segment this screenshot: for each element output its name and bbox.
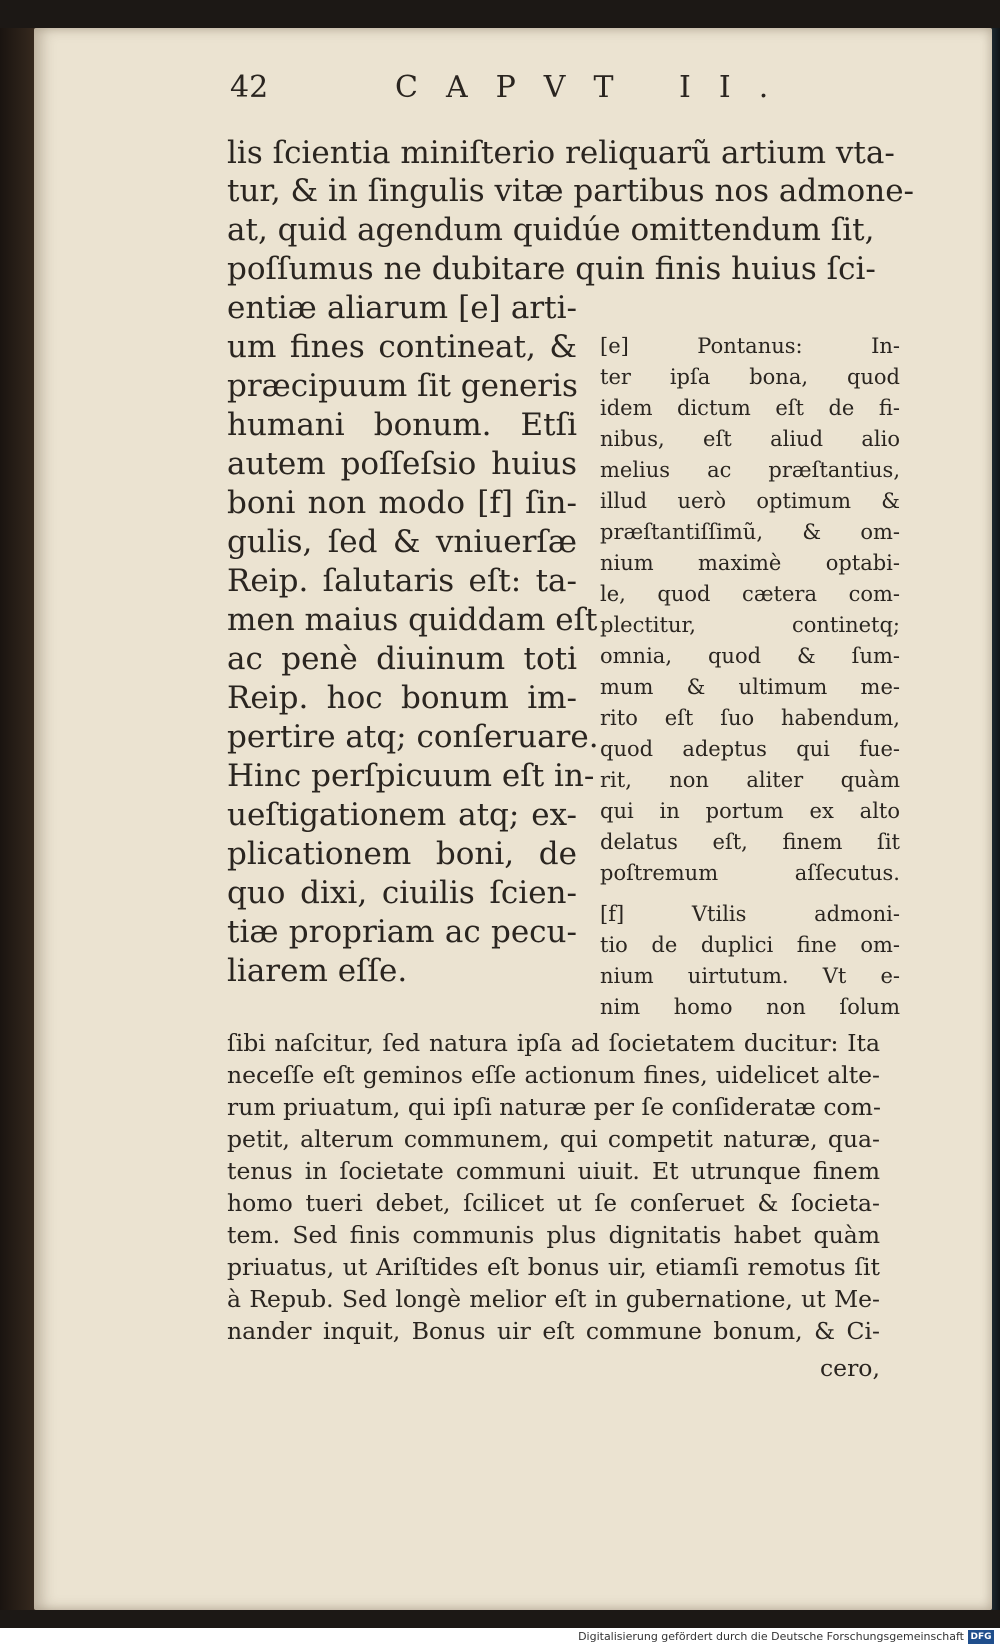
note-line: rito eſt ſuo habendum, [600, 706, 900, 730]
text-line: at, quid agendum quidúe omittendum ſit, [227, 212, 875, 248]
page-header [230, 70, 850, 110]
text-line: tem. Sed finis communis plus dignitatis habet quàm [227, 1221, 880, 1249]
text-line: præcipuum ſit generis [227, 368, 578, 404]
text-line: rum priuatum, qui ipſi naturæ per ſe conſideratæ com- [227, 1093, 881, 1121]
text-line: quo dixi, ciuilis ſcien- [227, 875, 577, 911]
funding-credit: Digitalisierung gefördert durch die Deutsche Forschungsgemeinschaft [578, 1630, 964, 1643]
note-line: nium uirtutum. Vt e- [600, 964, 900, 988]
text-line: tur, & in ſingulis vitæ partibus nos admone- [227, 173, 915, 209]
text-line: ueſtigationem atq; ex- [227, 797, 577, 833]
note-line: poſtremum aſſecutus. [600, 861, 900, 885]
catchword: cero, [820, 1354, 880, 1382]
text-line: à Repub. Sed longè melior eſt in gubernatione, ut Me- [227, 1285, 880, 1313]
note-line: idem dictum eſt de fi- [600, 396, 900, 420]
note-line: delatus eſt, finem ſit [600, 830, 900, 854]
text-line: men maius quiddam eſt [227, 602, 598, 638]
note-line: [f] Vtilis admoni- [600, 902, 900, 926]
note-line: nim homo non ſolum [600, 995, 900, 1019]
text-line: autem poſſeſsio huius [227, 446, 577, 482]
note-line: quod adeptus qui fue- [600, 737, 900, 761]
note-line: [e] Pontanus: In- [600, 334, 900, 358]
text-line: lis ſcientia miniſterio reliquarũ artium vta- [227, 135, 895, 171]
note-line: præſtantiſſimũ, & om- [600, 520, 900, 544]
dfg-logo-icon: DFG [968, 1630, 994, 1644]
text-line: plicationem boni, de [227, 836, 577, 872]
note-line: melius ac præſtantius, [600, 458, 900, 482]
note-line: ter ipſa bona, quod [600, 365, 900, 389]
text-line: boni non modo [f] ſin- [227, 485, 577, 521]
text-line: gulis, ſed & vniuerſæ [227, 524, 577, 560]
running-title: CAPVT II. [395, 70, 797, 105]
note-line: le, quod cætera com- [600, 582, 900, 606]
text-line: priuatus, ut Ariſtides eſt bonus uir, etiamſi remotus ſit [227, 1253, 880, 1281]
text-line: nander inquit, Bonus uir eſt commune bonum, & Ci- [227, 1317, 880, 1345]
text-line: tiæ propriam ac pecu- [227, 914, 577, 950]
note-line: qui in portum ex alto [600, 799, 900, 823]
note-line: illud uerò optimum & [600, 489, 900, 513]
text-line: neceſſe eſt geminos eſſe actionum fines, uidelicet alte- [227, 1061, 880, 1089]
text-line: liarem eſſe. [227, 953, 408, 989]
text-line: petit, alterum communem, qui competit naturæ, qua- [227, 1125, 880, 1153]
note-line: rit, non aliter quàm [600, 768, 900, 792]
text-line: Hinc perſpicuum eſt in- [227, 758, 595, 794]
text-line: ac penè diuinum toti [227, 641, 577, 677]
text-line: um fines contineat, & [227, 329, 577, 365]
note-line: nium maximè optabi- [600, 551, 900, 575]
text-line: entiæ aliarum [e] arti- [227, 290, 577, 326]
page-number: 42 [230, 70, 269, 105]
text-line: homo tueri debet, ſcilicet ut ſe conſeruet & ſocieta- [227, 1189, 880, 1217]
text-line: pertire atq; conſeruare. [227, 719, 599, 755]
text-line: humani bonum. Etſi [227, 407, 577, 443]
book-spine [0, 28, 38, 1610]
text-line: Reip. ſalutaris eſt: ta- [227, 563, 577, 599]
note-line: plectitur, continetq; [600, 613, 900, 637]
note-line: tio de duplici fine om- [600, 933, 900, 957]
text-line: Reip. hoc bonum im- [227, 680, 577, 716]
text-line: poſſumus ne dubitare quin finis huius ſci- [227, 251, 876, 287]
text-line: tenus in ſocietate communi uiuit. Et utrunque finem [227, 1157, 880, 1185]
text-line: ſibi naſcitur, ſed natura ipſa ad ſocietatem ducitur: Ita [227, 1029, 880, 1057]
note-line: mum & ultimum me- [600, 675, 900, 699]
note-line: omnia, quod & ſum- [600, 644, 900, 668]
note-line: nibus, eſt aliud alio [600, 427, 900, 451]
